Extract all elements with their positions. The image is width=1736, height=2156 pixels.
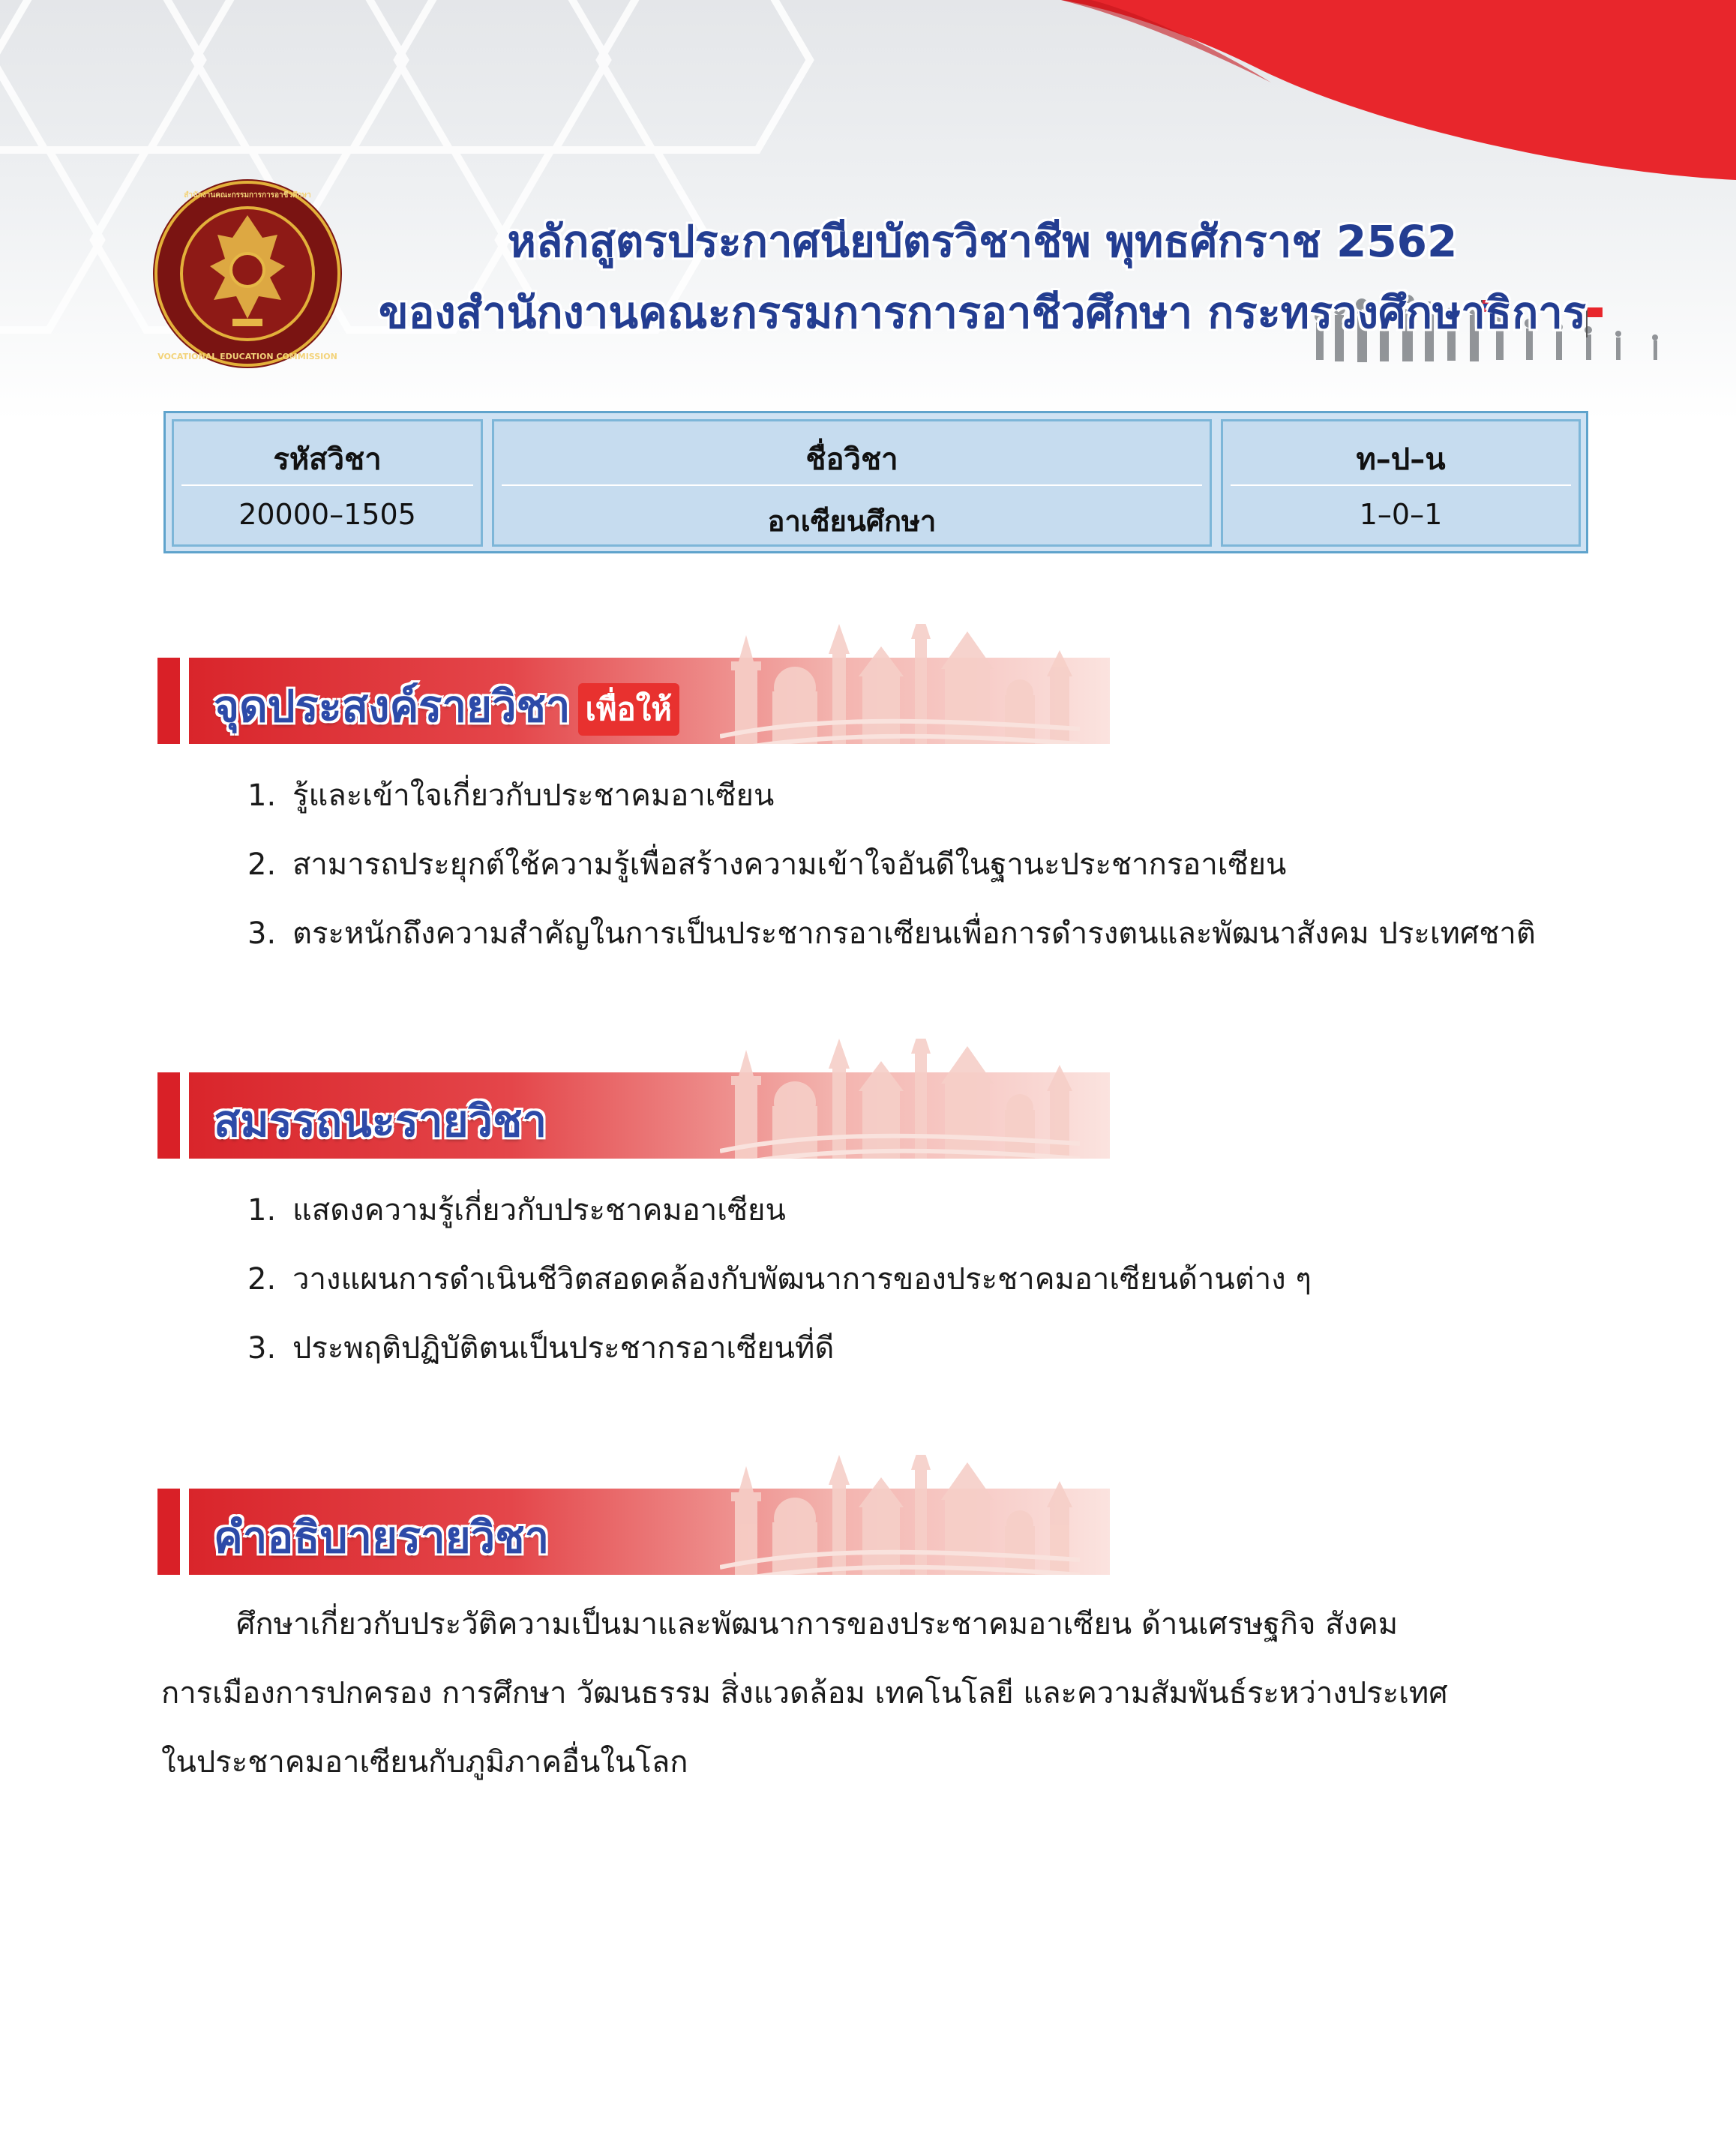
asean-skyline-decoration: [720, 1039, 1087, 1159]
objectives-subtitle-badge: เพื่อให้: [578, 683, 679, 736]
cell-divider: [1231, 484, 1571, 486]
asean-skyline-decoration: [720, 1455, 1087, 1575]
competencies-section-banner: [157, 1072, 1110, 1159]
course-credits-header: ท–ป–น: [1356, 442, 1446, 477]
description-line-2: การเมืองการปกครอง การศึกษา วัฒนธรรม สิ่งแวดล้อม เทคโนโลยี และความสัมพันธ์ระหว่างประเทศ: [161, 1676, 1448, 1711]
cell-divider: [502, 484, 1202, 486]
list-item: 1. รู้และเข้าใจเกี่ยวกับประชาคมอาเซียน: [247, 778, 775, 813]
svg-text:VOCATIONAL EDUCATION COMMISSIO: VOCATIONAL EDUCATION COMMISSION: [157, 352, 337, 361]
list-item: 3. ประพฤติปฏิบัติตนเป็นประชากรอาเซียนที่ดี: [247, 1331, 835, 1366]
banner-accent-bar: [157, 1489, 180, 1575]
course-name-header: ชื่อวิชา: [805, 442, 898, 477]
course-code-value: 20000–1505: [238, 498, 416, 531]
objectives-heading: [214, 671, 679, 741]
page-title-line-1: หลักสูตรประกาศนียบัตรวิชาชีพ พุทธศักราช 2562: [507, 216, 1458, 267]
svg-text:สำนักงานคณะกรรมการการอาชีวศึกษ: สำนักงานคณะกรรมการการอาชีวศึกษา: [184, 191, 311, 199]
cell-divider: [181, 484, 473, 486]
competencies-heading: สมรรถนะรายวิชา: [214, 1096, 547, 1147]
objectives-section-banner: [157, 658, 1110, 744]
description-line-1: ศึกษาเกี่ยวกับประวัติความเป็นมาและพัฒนาการของประชาคมอาเซียน ด้านเศรษฐกิจ สังคม: [236, 1607, 1399, 1642]
objectives-title: จุดประสงค์รายวิชา: [214, 681, 571, 732]
course-credits-cell: [1221, 419, 1581, 547]
objectives-list: [247, 761, 1536, 968]
competencies-list: [247, 1176, 1312, 1383]
course-name-value: อาเซียนศึกษา: [767, 505, 937, 538]
description-line-3: ในประชาคมอาเซียนกับภูมิภาคอื่นในโลก: [161, 1745, 688, 1780]
course-code-cell: [172, 419, 483, 547]
description-heading: คำอธิบายรายวิชา: [214, 1512, 550, 1563]
course-code-header: รหัสวิชา: [273, 442, 382, 477]
course-credits-value: 1–0–1: [1359, 498, 1443, 531]
page-title-line-2: ของสำนักงานคณะกรรมการการอาชีวศึกษา กระทรวงศึกษาธิการ: [378, 287, 1587, 338]
description-section-banner: [157, 1489, 1110, 1575]
list-item: 3. ตระหนักถึงความสำคัญในการเป็นประชากรอาเซียนเพื่อการดำรงตนและพัฒนาสังคม ประเทศชาติ: [247, 916, 1536, 951]
banner-accent-bar: [157, 1072, 180, 1159]
red-swoosh-decoration: [1061, 0, 1736, 180]
course-description-paragraph: [161, 1590, 1579, 1797]
asean-skyline-decoration: [720, 624, 1087, 744]
course-name-cell: [492, 419, 1212, 547]
list-item: 2. สามารถประยุกต์ใช้ความรู้เพื่อสร้างความเข้าใจอันดีในฐานะประชากรอาเซียน: [247, 847, 1287, 882]
list-item: 2. วางแผนการดำเนินชีวิตสอดคล้องกับพัฒนาการของประชาคมอาเซียนด้านต่าง ๆ: [247, 1262, 1312, 1297]
list-item: 1. แสดงความรู้เกี่ยวกับประชาคมอาเซียน: [247, 1193, 786, 1228]
banner-accent-bar: [157, 658, 180, 744]
vocational-education-commission-seal-icon: [150, 176, 345, 371]
course-info-table: [163, 411, 1588, 553]
